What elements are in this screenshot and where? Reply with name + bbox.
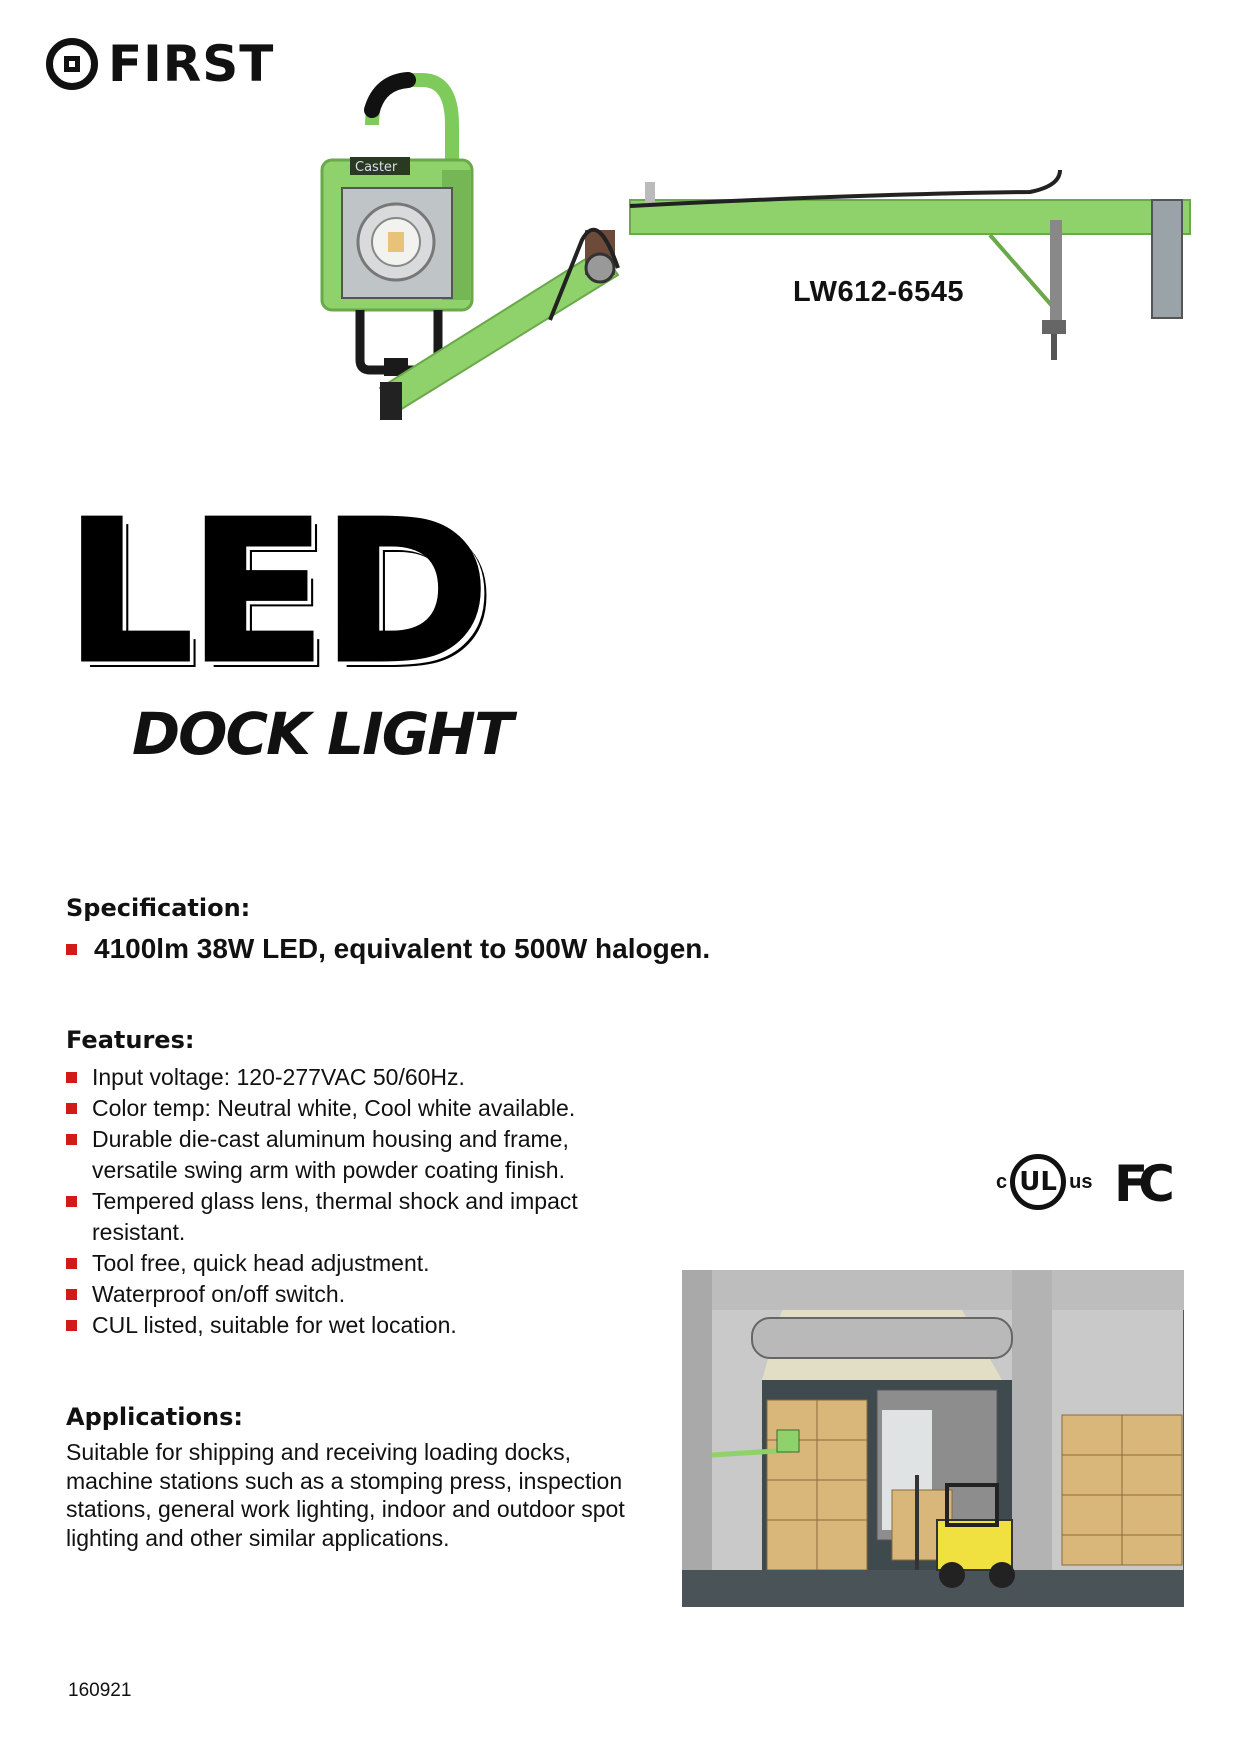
ul-c-label: c xyxy=(996,1170,1008,1193)
bullet-square-icon xyxy=(66,1196,77,1207)
specification-text: 4100lm 38W LED, equivalent to 500W halogen. xyxy=(94,933,711,964)
list-item xyxy=(66,1248,666,1279)
list-item xyxy=(66,1124,666,1186)
feature-text: Color temp: Neutral white, Cool white available. xyxy=(92,1095,576,1121)
features-heading: Features: xyxy=(66,1026,195,1054)
specification-heading: Specification: xyxy=(66,894,251,922)
bullet-square-icon xyxy=(66,1134,77,1145)
bullet-square-icon xyxy=(66,1103,77,1114)
feature-text: Input voltage: 120-277VAC 50/60Hz. xyxy=(92,1064,465,1090)
bullet-square-icon xyxy=(66,1258,77,1269)
list-item xyxy=(66,1062,666,1093)
applications-text: Suitable for shipping and receiving loading docks, machine stations such as a stomping press, inspection stations, general work lighting, indoor and outdoor spot lighting and other similar applications. xyxy=(66,1439,625,1551)
list-item xyxy=(66,1279,666,1310)
list-item xyxy=(66,1310,666,1341)
fcc-logo: FC xyxy=(1114,1155,1165,1213)
bullet-square-icon xyxy=(66,944,77,955)
bullet-square-icon xyxy=(66,1320,77,1331)
feature-text: CUL listed, suitable for wet location. xyxy=(92,1312,457,1338)
led-title: LED xyxy=(64,479,484,707)
applications-heading: Applications: xyxy=(66,1403,243,1431)
feature-text: Tool free, quick head adjustment. xyxy=(92,1250,430,1276)
cul-listed-logo xyxy=(996,1154,1092,1210)
list-item xyxy=(66,1093,666,1124)
loading-dock-scene-image xyxy=(682,1270,1184,1607)
features-list xyxy=(66,1062,666,1341)
model-number: LW612-6545 xyxy=(793,276,965,308)
brand-name: FIRST xyxy=(108,35,275,93)
ul-mark-icon xyxy=(1010,1154,1066,1210)
feature-text: Tempered glass lens, thermal shock and impact resistant. xyxy=(92,1188,578,1245)
brand-mark-icon xyxy=(46,38,98,90)
lamp-brand-label: Caster xyxy=(355,160,398,175)
feature-text: Waterproof on/off switch. xyxy=(92,1281,346,1307)
ul-us-label: us xyxy=(1069,1170,1093,1193)
list-item xyxy=(66,1186,666,1248)
dock-light-product-image xyxy=(300,70,1220,430)
ul-mark-label: UL xyxy=(1019,1167,1057,1197)
bullet-square-icon xyxy=(66,1289,77,1300)
brand-logo xyxy=(46,35,275,93)
feature-text: Durable die-cast aluminum housing and frame, versatile swing arm with powder coating finish. xyxy=(92,1126,569,1183)
dock-light-subtitle: DOCK LIGHT xyxy=(132,700,512,768)
bullet-square-icon xyxy=(66,1072,77,1083)
specification-item xyxy=(66,933,710,965)
document-code: 160921 xyxy=(68,1680,132,1701)
